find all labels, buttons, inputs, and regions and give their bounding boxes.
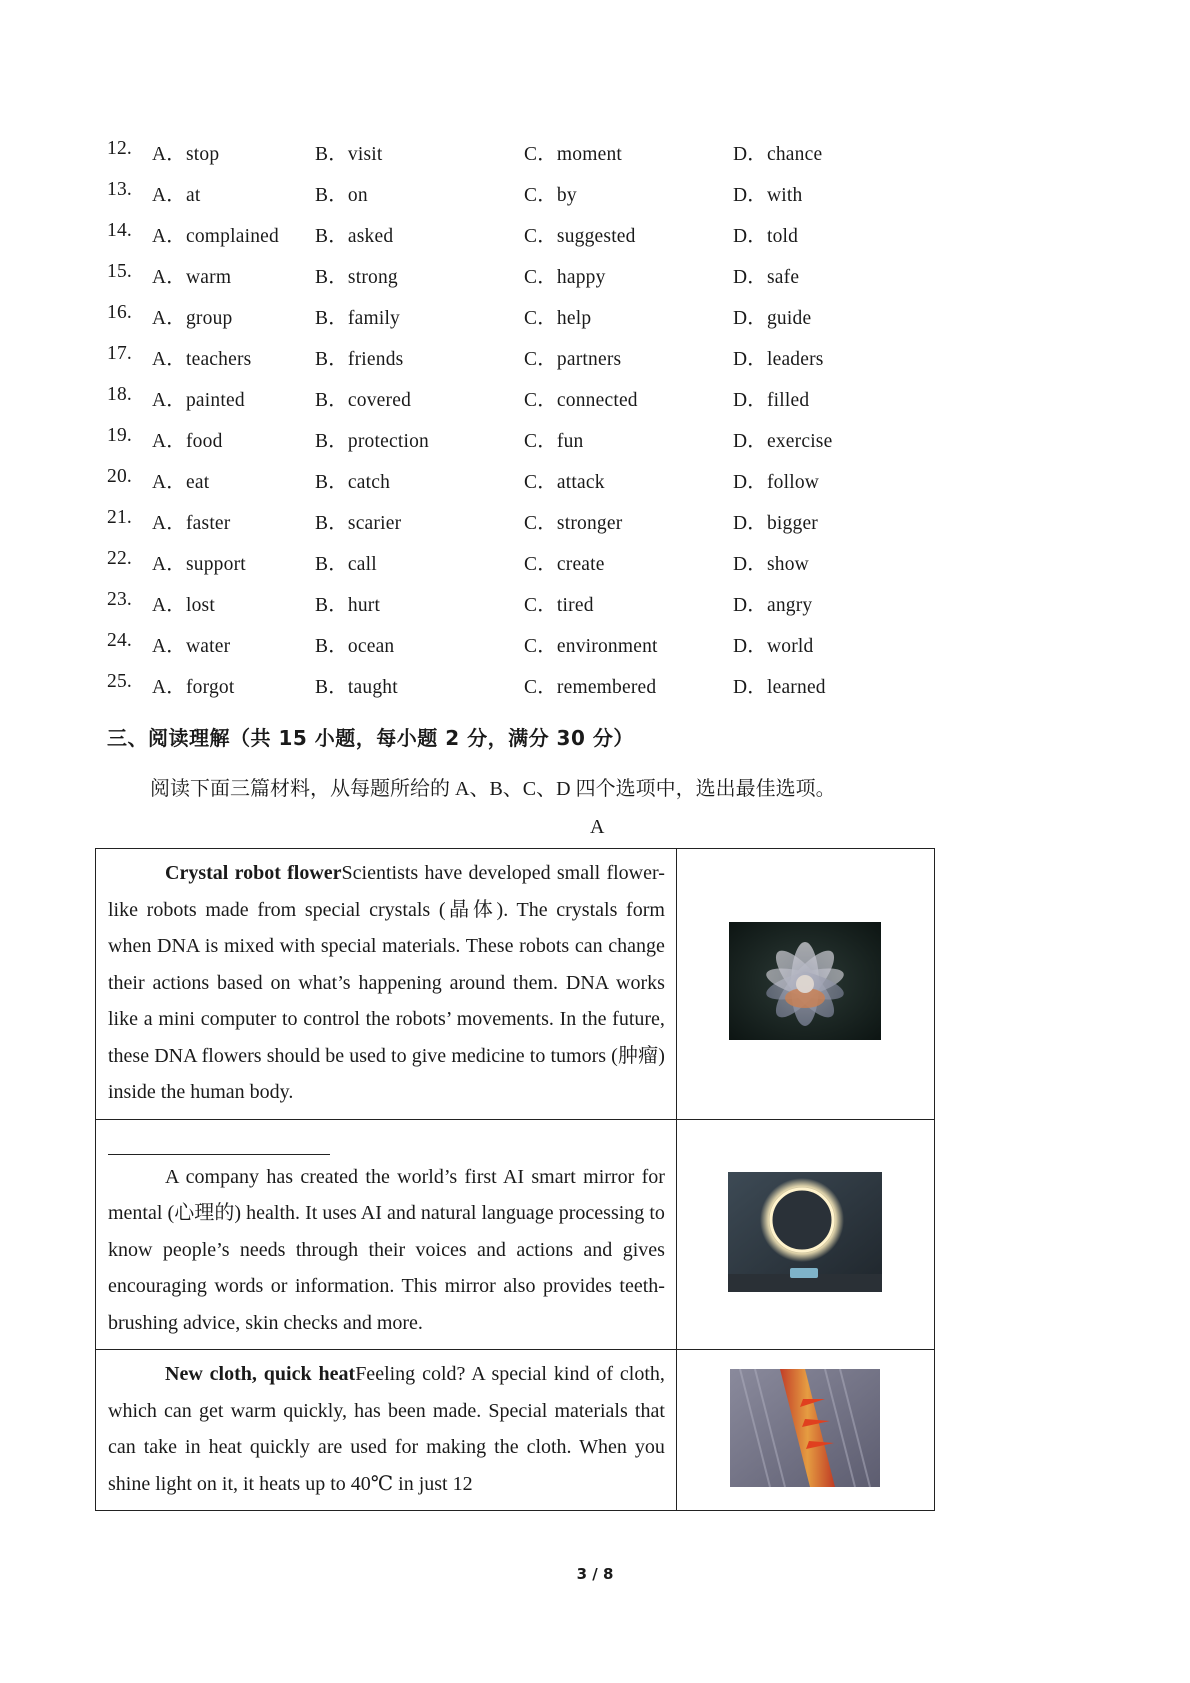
- option-a: A．forgot: [152, 677, 235, 698]
- option-d: D．learned: [733, 677, 826, 698]
- option-c: C．suggested: [524, 226, 636, 247]
- option-a: A．faster: [152, 513, 231, 534]
- option-b: B．taught: [315, 677, 398, 698]
- option-a: A．warm: [152, 267, 232, 288]
- reading-row: [96, 1119, 935, 1350]
- question-number: 16.: [107, 302, 132, 323]
- option-a: A．group: [152, 308, 233, 329]
- option-c: C．environment: [524, 636, 658, 657]
- option-d: D．safe: [733, 267, 800, 288]
- option-b: B．visit: [315, 144, 383, 165]
- option-b: B．hurt: [315, 595, 381, 616]
- passage-text-cell: [96, 1119, 677, 1350]
- crystal-flower-photo-icon: [729, 922, 881, 1045]
- option-b: B．on: [315, 185, 368, 206]
- passage-image-cell: [676, 1350, 934, 1511]
- option-d: D．angry: [733, 595, 813, 616]
- option-c: C．moment: [524, 144, 623, 165]
- option-b: B．covered: [315, 390, 412, 411]
- reading-row: [96, 849, 935, 1120]
- option-d: D．filled: [733, 390, 810, 411]
- option-b: B．ocean: [315, 636, 395, 657]
- option-row: [107, 343, 907, 384]
- option-d: D．told: [733, 226, 799, 247]
- title-blank-line: [108, 1126, 330, 1155]
- option-a: A．support: [152, 554, 246, 575]
- cloze-options-list: [107, 138, 907, 712]
- question-number: 20.: [107, 466, 132, 487]
- question-number: 25.: [107, 671, 132, 692]
- option-b: B．catch: [315, 472, 391, 493]
- option-a: A．lost: [152, 595, 215, 616]
- option-b: B．call: [315, 554, 377, 575]
- passage-body: A company has created the world’s first AI smart mirror for mental (心理的) health. It uses AI and natural language processing to know people’s needs through their voices and actions and gives encouraging words or information. This mirror also provides teeth-brushing advice, skin checks and more.: [108, 1165, 665, 1334]
- passage-heading: Crystal robot flower: [165, 862, 342, 884]
- option-a: A．stop: [152, 144, 220, 165]
- option-a: A．teachers: [152, 349, 252, 370]
- question-number: 23.: [107, 589, 132, 610]
- option-row: [107, 466, 907, 507]
- option-d: D．leaders: [733, 349, 824, 370]
- question-number: 14.: [107, 220, 132, 241]
- option-d: D．guide: [733, 308, 812, 329]
- passage-text-cell: [96, 849, 677, 1120]
- question-number: 21.: [107, 507, 132, 528]
- option-row: [107, 384, 907, 425]
- passage-paragraph: [108, 855, 665, 1111]
- option-c: C．fun: [524, 431, 584, 452]
- option-a: A．food: [152, 431, 223, 452]
- option-d: D．with: [733, 185, 803, 206]
- option-row: [107, 302, 907, 343]
- passage-image-cell: [676, 1119, 934, 1350]
- question-number: 15.: [107, 261, 132, 282]
- option-a: A．water: [152, 636, 231, 657]
- option-c: C．help: [524, 308, 592, 329]
- smart-mirror-photo-icon: [728, 1172, 882, 1297]
- option-c: C．partners: [524, 349, 622, 370]
- passage-label: A: [590, 816, 605, 838]
- reading-table: [95, 848, 935, 1511]
- reading-row: [96, 1350, 935, 1511]
- option-b: B．protection: [315, 431, 429, 452]
- option-row: [107, 507, 907, 548]
- option-c: C．happy: [524, 267, 606, 288]
- option-b: B．strong: [315, 267, 398, 288]
- option-c: C．tired: [524, 595, 594, 616]
- question-number: 12.: [107, 138, 132, 159]
- option-c: C．connected: [524, 390, 638, 411]
- passage-heading: New cloth, quick heat: [165, 1363, 356, 1385]
- passage-paragraph: [108, 1356, 665, 1502]
- passage-body: Feeling cold? A special kind of cloth, which can get warm quickly, has been made. Special materials that can take in heat quickly are used for making the cloth. When you shine light on it, it heats up to 40℃ in just 12: [108, 1363, 665, 1495]
- option-row: [107, 671, 907, 712]
- option-d: D．world: [733, 636, 814, 657]
- section-instruction: 阅读下面三篇材料，从每题所给的 A、B、C、D 四个选项中，选出最佳选项。: [150, 778, 836, 800]
- question-number: 17.: [107, 343, 132, 364]
- option-b: B．scarier: [315, 513, 402, 534]
- option-b: B．friends: [315, 349, 404, 370]
- option-row: [107, 425, 907, 466]
- option-c: C．create: [524, 554, 605, 575]
- passage-image-cell: [676, 849, 934, 1120]
- option-c: C．remembered: [524, 677, 657, 698]
- option-row: [107, 179, 907, 220]
- question-number: 24.: [107, 630, 132, 651]
- option-row: [107, 220, 907, 261]
- passage-paragraph: [108, 1159, 665, 1342]
- option-a: A．at: [152, 185, 201, 206]
- option-d: D．bigger: [733, 513, 818, 534]
- option-c: C．stronger: [524, 513, 623, 534]
- passage-text-cell: [96, 1350, 677, 1511]
- question-number: 22.: [107, 548, 132, 569]
- option-d: D．show: [733, 554, 809, 575]
- option-d: D．exercise: [733, 431, 833, 452]
- option-row: [107, 630, 907, 671]
- question-number: 18.: [107, 384, 132, 405]
- option-a: A．complained: [152, 226, 279, 247]
- option-row: [107, 548, 907, 589]
- option-row: [107, 138, 907, 179]
- option-c: C．by: [524, 185, 577, 206]
- option-a: A．eat: [152, 472, 210, 493]
- option-row: [107, 589, 907, 630]
- option-a: A．painted: [152, 390, 245, 411]
- section-title: 三、阅读理解（共 15 小题，每小题 2 分，满分 30 分）: [107, 726, 634, 750]
- option-row: [107, 261, 907, 302]
- page-number: 3 / 8: [576, 1565, 614, 1583]
- question-number: 19.: [107, 425, 132, 446]
- question-number: 13.: [107, 179, 132, 200]
- heating-cloth-photo-icon: [730, 1369, 880, 1492]
- passage-body: Scientists have developed small flower-like robots made from special crystals (晶体). The crystals form when DNA is mixed with special materials. These robots can change their actions based on what’s happening around them. DNA works like a mini computer to control the robots’ movements. In the future, these DNA flowers should be used to give medicine to tumors (肿瘤) inside the human body.: [108, 862, 665, 1103]
- option-b: B．asked: [315, 226, 394, 247]
- option-d: D．chance: [733, 144, 823, 165]
- option-b: B．family: [315, 308, 401, 329]
- option-d: D．follow: [733, 472, 820, 493]
- option-c: C．attack: [524, 472, 605, 493]
